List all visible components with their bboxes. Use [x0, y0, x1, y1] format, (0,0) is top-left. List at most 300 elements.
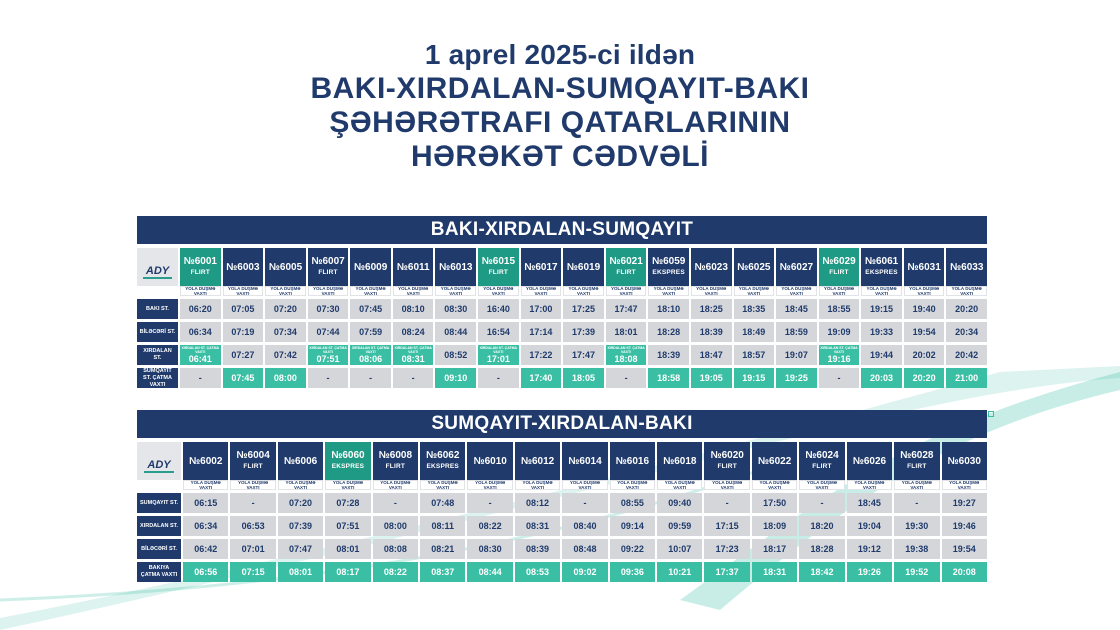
train-header [230, 442, 275, 480]
time-value: 18:08 [614, 354, 638, 364]
time-cell: 19:04 [847, 516, 892, 536]
table-row [137, 248, 987, 286]
time-cell: 19:54 [904, 322, 945, 342]
train-number: №6027 [779, 261, 814, 273]
train-header [467, 442, 512, 480]
train-header [942, 442, 987, 480]
train-header [278, 442, 323, 480]
time-cell: 07:45 [223, 368, 264, 388]
departure-time-label: YOLA DÜŞMƏ VAXTI [691, 286, 732, 296]
time-cell: 07:20 [265, 299, 306, 319]
time-cell: 18:28 [799, 539, 844, 559]
departure-time-label: YOLA DÜŞMƏ VAXTI [648, 286, 689, 296]
time-cell: - [894, 493, 939, 513]
time-cell: 06:53 [230, 516, 275, 536]
train-type: EKSPRES [426, 463, 459, 470]
time-cell: 17:23 [704, 539, 749, 559]
time-cell: 17:50 [752, 493, 797, 513]
train-header [435, 248, 476, 286]
time-cell: 19:54 [942, 539, 987, 559]
time-cell: 06:56 [183, 562, 228, 582]
train-header [180, 248, 221, 286]
station-label: XIRDALAN ST. [137, 345, 178, 365]
heading-route: BAKI-XIRDALAN-SUMQAYIT-BAKI [310, 72, 810, 105]
time-cell: 18:45 [847, 493, 892, 513]
arrival-note: XIRDALAN ST. ÇATMA VAXTI [479, 346, 518, 354]
time-cell: 08:55 [610, 493, 655, 513]
time-cell: 09:02 [562, 562, 607, 582]
departure-time-label: YOLA DÜŞMƏ VAXTI [819, 286, 860, 296]
table-title: SUMQAYIT-XIRDALAN-BAKI [137, 410, 987, 438]
time-cell: 16:54 [478, 322, 519, 342]
time-cell: 09:36 [610, 562, 655, 582]
time-value: 08:06 [359, 354, 383, 364]
table-row [137, 442, 987, 480]
time-cell: 18:20 [799, 516, 844, 536]
departure-time-label: YOLA DÜŞMƏ VAXTI [265, 286, 306, 296]
train-type: EKSPRES [331, 463, 365, 470]
time-cell: 08:21 [420, 539, 465, 559]
time-cell: 07:34 [265, 322, 306, 342]
time-cell: 08:48 [562, 539, 607, 559]
time-cell: 18:39 [648, 345, 689, 365]
time-cell: 17:22 [521, 345, 562, 365]
table-row [137, 345, 987, 365]
train-number: №6022 [757, 455, 792, 467]
time-cell: 20:03 [861, 368, 902, 388]
train-number: №6059 [651, 256, 686, 267]
time-cell: 18:42 [799, 562, 844, 582]
station-label: SUMQAYIT ST. [137, 493, 181, 513]
train-header [515, 442, 560, 480]
time-cell: 06:34 [183, 516, 228, 536]
time-cell: 08:00 [265, 368, 306, 388]
time-cell: 06:34 [180, 322, 221, 342]
train-number: №6012 [520, 455, 555, 467]
time-cell: 19:46 [942, 516, 987, 536]
train-header [606, 248, 647, 286]
time-cell: 20:20 [904, 368, 945, 388]
time-cell: 17:40 [521, 368, 562, 388]
time-cell: 08:01 [278, 562, 323, 582]
train-header [308, 248, 349, 286]
departure-time-label: YOLA DÜŞMƏ VAXTI [325, 480, 370, 490]
time-cell: 07:47 [278, 539, 323, 559]
departure-time-label: YOLA DÜŞMƏ VAXTI [308, 286, 349, 296]
time-cell [606, 345, 647, 365]
decorative-square [988, 411, 994, 417]
time-cell: 20:02 [904, 345, 945, 365]
train-header [752, 442, 797, 480]
time-cell: 09:14 [610, 516, 655, 536]
arrival-note: XIRDALAN ST. ÇATMA VAXTI [394, 346, 432, 354]
train-type: FLIRT [812, 463, 832, 470]
train-header [610, 442, 655, 480]
time-cell: 19:15 [861, 299, 902, 319]
arrival-note: XIRDALAN ST. ÇATMA VAXTI [181, 346, 220, 354]
time-cell: 19:30 [894, 516, 939, 536]
train-type: FLIRT [907, 463, 927, 470]
time-cell: 10:07 [657, 539, 702, 559]
time-cell: 07:01 [230, 539, 275, 559]
train-number: №6017 [524, 261, 558, 273]
departure-time-label: YOLA DÜŞMƏ VAXTI [562, 480, 607, 490]
time-cell: 08:24 [393, 322, 434, 342]
time-cell [819, 345, 860, 365]
arrival-note: XIRDALAN ST. ÇATMA VAXTI [309, 346, 347, 354]
train-number: №6024 [805, 450, 839, 461]
train-number: №6029 [822, 256, 856, 267]
table-row [137, 493, 987, 513]
table-row [137, 368, 987, 388]
train-header [704, 442, 749, 480]
time-cell: 07:45 [350, 299, 391, 319]
time-cell: 08:22 [373, 562, 418, 582]
time-cell: 16:40 [478, 299, 519, 319]
departure-time-label: YOLA DÜŞMƏ VAXTI [734, 286, 775, 296]
time-cell: 20:20 [946, 299, 987, 319]
time-cell: 18:49 [734, 322, 775, 342]
ady-logo: ADY [144, 459, 173, 473]
train-number: №6028 [900, 450, 934, 461]
train-number: №6016 [615, 455, 650, 467]
train-number: №6062 [426, 450, 460, 461]
time-cell [180, 345, 221, 365]
time-cell: - [393, 368, 434, 388]
time-cell: 20:42 [946, 345, 987, 365]
time-cell: 18:57 [734, 345, 775, 365]
train-number: №6001 [183, 256, 217, 267]
time-cell: 07:42 [265, 345, 306, 365]
departure-time-label: YOLA DÜŞMƏ VAXTI [373, 480, 418, 490]
train-header [562, 442, 607, 480]
table-row [137, 299, 987, 319]
table-row [137, 480, 987, 490]
time-cell: 08:40 [562, 516, 607, 536]
train-type: FLIRT [488, 269, 509, 276]
time-cell: 17:39 [563, 322, 604, 342]
time-cell: 18:10 [648, 299, 689, 319]
time-cell: 07:19 [223, 322, 264, 342]
time-cell: 19:33 [861, 322, 902, 342]
time-cell: 07:15 [230, 562, 275, 582]
departure-time-label: YOLA DÜŞMƏ VAXTI [278, 480, 323, 490]
departure-time-label: YOLA DÜŞMƏ VAXTI [904, 286, 945, 296]
departure-time-label: YOLA DÜŞMƏ VAXTI [435, 286, 476, 296]
time-cell: 08:08 [373, 539, 418, 559]
departure-time-label: YOLA DÜŞMƏ VAXTI [223, 286, 264, 296]
train-type: FLIRT [190, 269, 210, 276]
time-cell: 08:53 [515, 562, 560, 582]
time-cell: - [704, 493, 749, 513]
time-cell: 18:39 [691, 322, 732, 342]
heading-date: 1 aprel 2025-ci ildən [424, 39, 696, 70]
departure-time-label: YOLA DÜŞMƏ VAXTI [606, 286, 647, 296]
time-cell: 09:10 [435, 368, 476, 388]
departure-time-label: YOLA DÜŞMƏ VAXTI [180, 286, 221, 296]
page-heading [0, 38, 1120, 174]
arrival-note: XIRDALAN ST. ÇATMA VAXTI [820, 346, 858, 354]
train-header [325, 442, 370, 480]
time-cell: 07:39 [278, 516, 323, 536]
time-cell: 18:28 [648, 322, 689, 342]
time-cell: 08:44 [467, 562, 512, 582]
time-cell: 18:58 [648, 368, 689, 388]
train-header [657, 442, 702, 480]
departure-time-label: YOLA DÜŞMƏ VAXTI [521, 286, 562, 296]
train-number: №6060 [331, 450, 365, 461]
time-cell: 07:48 [420, 493, 465, 513]
train-type: EKSPRES [652, 269, 685, 276]
time-cell: - [819, 368, 860, 388]
train-number: №6033 [949, 261, 984, 273]
time-cell: 09:22 [610, 539, 655, 559]
departure-time-label: YOLA DÜŞMƏ VAXTI [393, 286, 434, 296]
time-cell [478, 345, 519, 365]
train-header [648, 248, 689, 286]
departure-time-label: YOLA DÜŞMƏ VAXTI [946, 286, 987, 296]
time-cell: 08:01 [325, 539, 370, 559]
time-cell: 07:51 [325, 516, 370, 536]
time-cell: 18:17 [752, 539, 797, 559]
train-number: №6030 [947, 455, 981, 467]
train-header [183, 442, 228, 480]
time-cell: 17:15 [704, 516, 749, 536]
time-cell: 07:20 [278, 493, 323, 513]
time-cell: 19:25 [776, 368, 817, 388]
time-cell [350, 345, 391, 365]
time-cell: 19:27 [942, 493, 987, 513]
time-cell: 18:35 [734, 299, 775, 319]
time-cell: 08:00 [373, 516, 418, 536]
time-cell: 18:55 [819, 299, 860, 319]
departure-time-label: YOLA DÜŞMƏ VAXTI [942, 480, 987, 490]
departure-time-label: YOLA DÜŞMƏ VAXTI [563, 286, 604, 296]
departure-time-label: YOLA DÜŞMƏ VAXTI [776, 286, 817, 296]
time-cell: - [350, 368, 391, 388]
table-row [137, 562, 987, 582]
time-cell: - [373, 493, 418, 513]
schedule-table-sumqayit-baki [137, 410, 987, 582]
train-header [563, 248, 604, 286]
train-number: №6004 [236, 450, 270, 461]
departure-time-label: YOLA DÜŞMƏ VAXTI [230, 480, 275, 490]
train-number: №6023 [694, 261, 728, 273]
train-number: №6019 [566, 261, 601, 273]
time-cell: 06:15 [183, 493, 228, 513]
train-header [393, 248, 434, 286]
time-cell: 19:26 [847, 562, 892, 582]
train-number: №6020 [710, 450, 744, 461]
train-header [373, 442, 418, 480]
station-label: BAKIYA ÇATMA VAXTI [137, 562, 181, 582]
heading-schedule: HƏRƏKƏT CƏDVƏLİ [410, 140, 710, 173]
subheader-spacer [137, 480, 181, 490]
train-number: №6005 [268, 261, 303, 273]
time-cell: 08:31 [515, 516, 560, 536]
train-header [946, 248, 987, 286]
time-cell: 09:59 [657, 516, 702, 536]
time-cell: 09:40 [657, 493, 702, 513]
time-cell [308, 345, 349, 365]
time-cell: 06:42 [183, 539, 228, 559]
train-number: №6011 [396, 261, 430, 273]
time-cell: 17:14 [521, 322, 562, 342]
time-cell: 20:08 [942, 562, 987, 582]
train-number: №6007 [311, 256, 345, 267]
train-number: №6013 [439, 261, 473, 273]
time-cell: 08:30 [467, 539, 512, 559]
train-number: №6010 [473, 455, 507, 467]
departure-time-label: YOLA DÜŞMƏ VAXTI [752, 480, 797, 490]
train-number: №6008 [378, 450, 413, 461]
time-value: 17:01 [486, 354, 510, 364]
train-number: №6018 [663, 455, 697, 467]
train-number: №6009 [353, 261, 388, 273]
train-header [861, 248, 902, 286]
time-cell: 17:00 [521, 299, 562, 319]
departure-time-label: YOLA DÜŞMƏ VAXTI [183, 480, 228, 490]
departure-time-label: YOLA DÜŞMƏ VAXTI [478, 286, 519, 296]
departure-time-label: YOLA DÜŞMƏ VAXTI [704, 480, 749, 490]
time-cell: 10:21 [657, 562, 702, 582]
time-cell: - [230, 493, 275, 513]
time-cell: 19:12 [847, 539, 892, 559]
train-header [478, 248, 519, 286]
train-number: №6021 [609, 256, 643, 267]
time-cell: 08:12 [515, 493, 560, 513]
time-cell: 18:47 [691, 345, 732, 365]
time-value: 07:51 [316, 354, 340, 364]
time-cell: 18:09 [752, 516, 797, 536]
train-number: №6025 [737, 261, 771, 273]
time-cell: - [799, 493, 844, 513]
station-label: BAKI ST. [137, 299, 178, 319]
table-row [137, 322, 987, 342]
time-cell: 08:39 [515, 539, 560, 559]
time-cell: 19:07 [776, 345, 817, 365]
subheader-spacer [137, 286, 178, 296]
table-row [137, 539, 987, 559]
time-cell: - [308, 368, 349, 388]
time-cell: 08:22 [467, 516, 512, 536]
train-type: FLIRT [616, 269, 636, 276]
train-header [521, 248, 562, 286]
train-header [420, 442, 465, 480]
time-cell: 07:28 [325, 493, 370, 513]
station-label: SUMQAYIT ST. ÇATMA VAXTI [137, 368, 178, 388]
station-label: XIRDALAN ST. [137, 516, 181, 536]
station-label: BİLƏCƏRİ ST. [137, 322, 178, 342]
train-number: №6026 [852, 455, 887, 467]
time-cell: 17:47 [606, 299, 647, 319]
time-cell: 07:27 [223, 345, 264, 365]
train-number: №6003 [226, 261, 260, 273]
train-header [691, 248, 732, 286]
train-header [776, 248, 817, 286]
train-number: №6015 [481, 256, 516, 267]
time-cell [393, 345, 434, 365]
arrival-note: XIRDALAN ST. ÇATMA VAXTI [607, 346, 645, 354]
time-cell: 19:15 [734, 368, 775, 388]
time-cell: 08:11 [420, 516, 465, 536]
train-header [265, 248, 306, 286]
train-type: FLIRT [829, 269, 849, 276]
train-header [799, 442, 844, 480]
time-cell: 08:10 [393, 299, 434, 319]
departure-time-label: YOLA DÜŞMƏ VAXTI [350, 286, 391, 296]
time-cell: - [467, 493, 512, 513]
departure-time-label: YOLA DÜŞMƏ VAXTI [515, 480, 560, 490]
time-cell: 17:37 [704, 562, 749, 582]
time-cell: 07:59 [350, 322, 391, 342]
time-cell: 19:52 [894, 562, 939, 582]
time-value: 08:31 [401, 354, 425, 364]
time-cell: - [606, 368, 647, 388]
time-cell: 18:25 [691, 299, 732, 319]
train-number: №6014 [568, 455, 602, 467]
time-cell: 07:30 [308, 299, 349, 319]
time-cell: 18:45 [776, 299, 817, 319]
train-header [350, 248, 391, 286]
train-header [894, 442, 939, 480]
heading-subtitle: ŞƏHƏRƏTRAFI QATARLARININ [329, 106, 791, 139]
time-cell: 19:44 [861, 345, 902, 365]
train-number: №6061 [864, 256, 899, 267]
train-type: FLIRT [717, 463, 737, 470]
time-cell: 18:05 [563, 368, 604, 388]
train-type: EKSPRES [865, 269, 898, 276]
time-cell: 19:09 [819, 322, 860, 342]
time-cell: 17:25 [563, 299, 604, 319]
time-cell: 08:17 [325, 562, 370, 582]
departure-time-label: YOLA DÜŞMƏ VAXTI [847, 480, 892, 490]
train-header [734, 248, 775, 286]
time-cell: 08:44 [435, 322, 476, 342]
time-cell: 08:37 [420, 562, 465, 582]
time-cell: 20:34 [946, 322, 987, 342]
schedule-table-baki-sumqayit [137, 216, 987, 388]
departure-time-label: YOLA DÜŞMƏ VAXTI [894, 480, 939, 490]
time-cell: - [478, 368, 519, 388]
arrival-note: XIRDALAN ST. ÇATMA VAXTI [351, 346, 390, 354]
time-value: 19:16 [827, 354, 851, 364]
time-cell: - [562, 493, 607, 513]
train-header [819, 248, 860, 286]
departure-time-label: YOLA DÜŞMƏ VAXTI [861, 286, 902, 296]
time-cell: 18:01 [606, 322, 647, 342]
departure-time-label: YOLA DÜŞMƏ VAXTI [799, 480, 844, 490]
time-value: 06:41 [188, 354, 212, 364]
station-label: BİLƏCƏRİ ST. [137, 539, 181, 559]
ady-logo: ADY [143, 265, 172, 279]
time-cell: 08:30 [435, 299, 476, 319]
departure-time-label: YOLA DÜŞMƏ VAXTI [420, 480, 465, 490]
train-number: №6002 [189, 455, 223, 467]
departure-time-label: YOLA DÜŞMƏ VAXTI [467, 480, 512, 490]
train-type: FLIRT [385, 463, 406, 470]
train-header [223, 248, 264, 286]
time-cell: 19:05 [691, 368, 732, 388]
train-type: FLIRT [243, 463, 263, 470]
departure-time-label: YOLA DÜŞMƏ VAXTI [657, 480, 702, 490]
time-cell: 08:52 [435, 345, 476, 365]
time-cell: 06:20 [180, 299, 221, 319]
table-row [137, 516, 987, 536]
time-cell: - [180, 368, 221, 388]
train-header [847, 442, 892, 480]
time-cell: 18:59 [776, 322, 817, 342]
